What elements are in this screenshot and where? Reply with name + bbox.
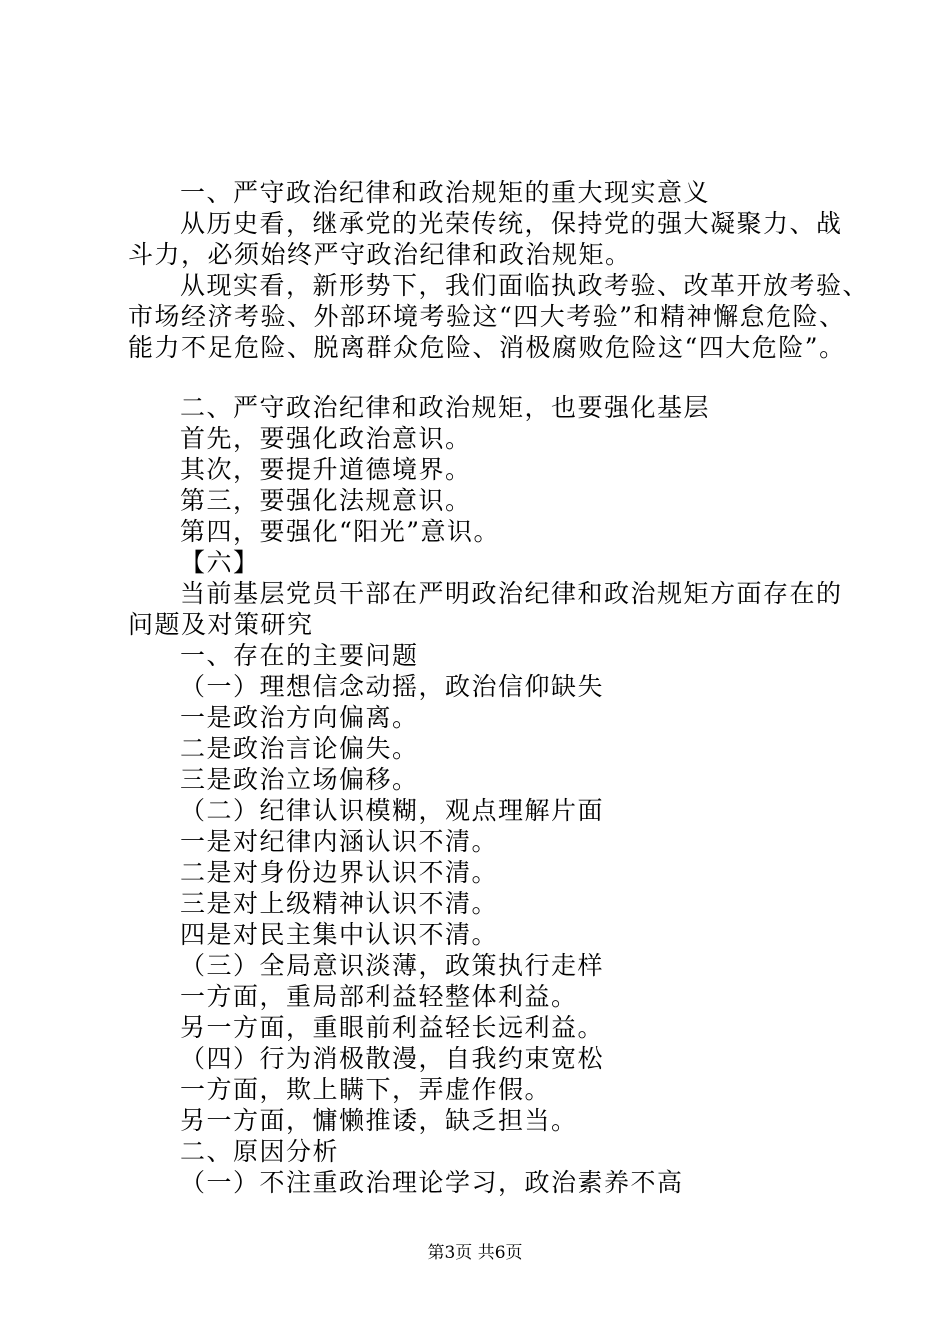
paragraph-line: 三是政治立场偏移。 — [180, 765, 419, 794]
paragraph-line: 另一方面，慵懒推诿，缺乏担当。 — [180, 1106, 578, 1135]
section-heading: 一、存在的主要问题 — [180, 641, 419, 670]
paragraph-line: 一方面，重局部利益轻整体利益。 — [180, 982, 578, 1011]
paragraph-line: 第四，要强化“阳光”意识。 — [180, 517, 501, 546]
paragraph-line: 其次，要提升道德境界。 — [180, 455, 472, 484]
paragraph-line: 一是对纪律内涵认识不清。 — [180, 827, 499, 856]
article-title: 当前基层党员干部在严明政治纪律和政治规矩方面存在的 — [180, 579, 843, 608]
part-marker: 【六】 — [180, 548, 260, 577]
paragraph-line: 一方面，欺上瞒下，弄虚作假。 — [180, 1075, 552, 1104]
section-heading: 二、严守政治纪律和政治规矩，也要强化基层 — [180, 393, 711, 422]
subsection-heading: （二）纪律认识模糊，观点理解片面 — [180, 796, 605, 825]
section-heading: 一、严守政治纪律和政治规矩的重大现实意义 — [180, 178, 711, 207]
paragraph-line: 从历史看，继承党的光荣传统，保持党的强大凝聚力、战 — [180, 209, 843, 238]
subsection-heading: （四）行为消极散漫，自我约束宽松 — [180, 1044, 605, 1073]
paragraph-line: 能力不足危险、脱离群众危险、消极腐败危险这“四大危险”。 — [128, 333, 846, 362]
article-title: 问题及对策研究 — [128, 610, 314, 639]
section-heading: 二、原因分析 — [180, 1137, 340, 1166]
paragraph-line: 一是政治方向偏离。 — [180, 703, 419, 732]
page-footer: 第3页 共6页 — [427, 1243, 523, 1263]
paragraph-line: 三是对上级精神认识不清。 — [180, 889, 499, 918]
subsection-heading: （一）不注重政治理论学习，政治素养不高 — [180, 1168, 684, 1197]
subsection-heading: （三）全局意识淡薄，政策执行走样 — [180, 951, 605, 980]
paragraph-line: 四是对民主集中认识不清。 — [180, 920, 499, 949]
paragraph-line: 从现实看，新形势下，我们面临执政考验、改革开放考验、 — [180, 271, 870, 300]
paragraph-line: 斗力，必须始终严守政治纪律和政治规矩。 — [128, 240, 632, 269]
paragraph-line: 二是对身份边界认识不清。 — [180, 858, 499, 887]
paragraph-line: 二是政治言论偏失。 — [180, 734, 419, 763]
paragraph-line: 第三，要强化法规意识。 — [180, 486, 472, 515]
subsection-heading: （一）理想信念动摇，政治信仰缺失 — [180, 672, 605, 701]
paragraph-line: 首先，要强化政治意识。 — [180, 424, 472, 453]
paragraph-line: 另一方面，重眼前利益轻长远利益。 — [180, 1013, 605, 1042]
paragraph-line: 市场经济考验、外部环境考验这“四大考验”和精神懈怠危险、 — [128, 302, 846, 331]
